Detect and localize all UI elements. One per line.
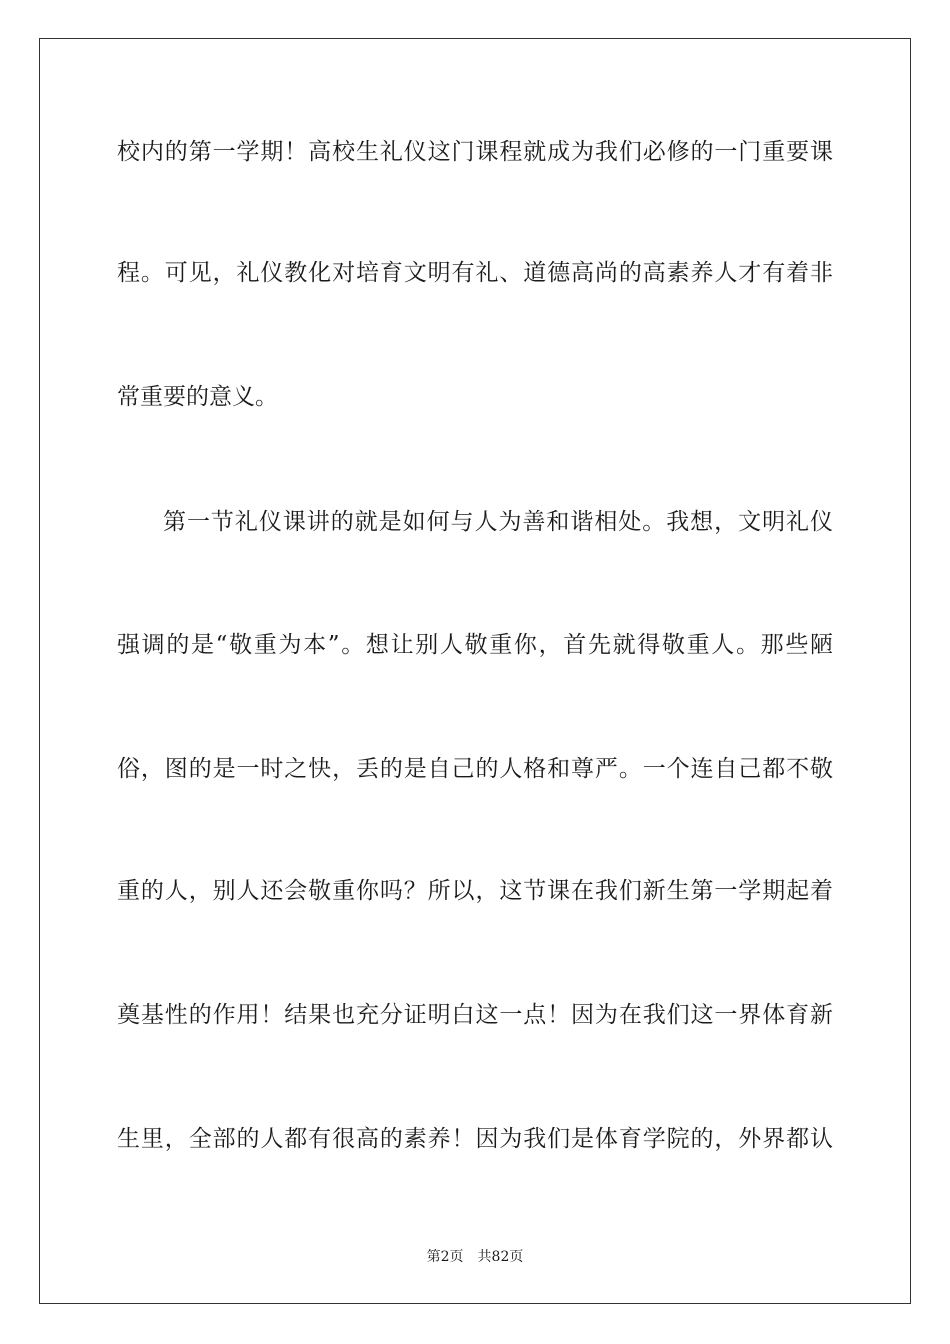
text-line-8: 奠基性的作用！结果也充分证明白这一点！因为在我们这一界体育新 [117,1002,833,1028]
paragraph-2-line-1: 第一节礼仪课讲的就是如何与人为善和谐相处。我想，文明礼仪 [163,509,833,535]
text-line-2: 程。可见，礼仪教化对培育文明有礼、道德高尚的高素养人才有着非 [117,260,833,286]
text-line-3: 常重要的意义。 [117,384,278,410]
text-line-6: 俗，图的是一时之快，丢的是自己的人格和尊严。一个连自己都不敬 [117,756,833,782]
text-line-7: 重的人，别人还会敬重你吗？所以，这节课在我们新生第一学期起着 [117,878,833,904]
text-line-9: 生里，全部的人都有很高的素养！因为我们是体育学院的，外界都认 [117,1126,833,1152]
text-line-5: 强调的是“敬重为本”。想让别人敬重你，首先就得敬重人。那些陋 [117,632,833,658]
text-line-1: 校内的第一学期！高校生礼仪这门课程就成为我们必修的一门重要课 [117,139,833,165]
page-footer [0,1248,950,1266]
page-total: 共82页 [477,1249,524,1265]
page-border [39,38,911,1304]
page-number: 第2页 [426,1249,464,1265]
